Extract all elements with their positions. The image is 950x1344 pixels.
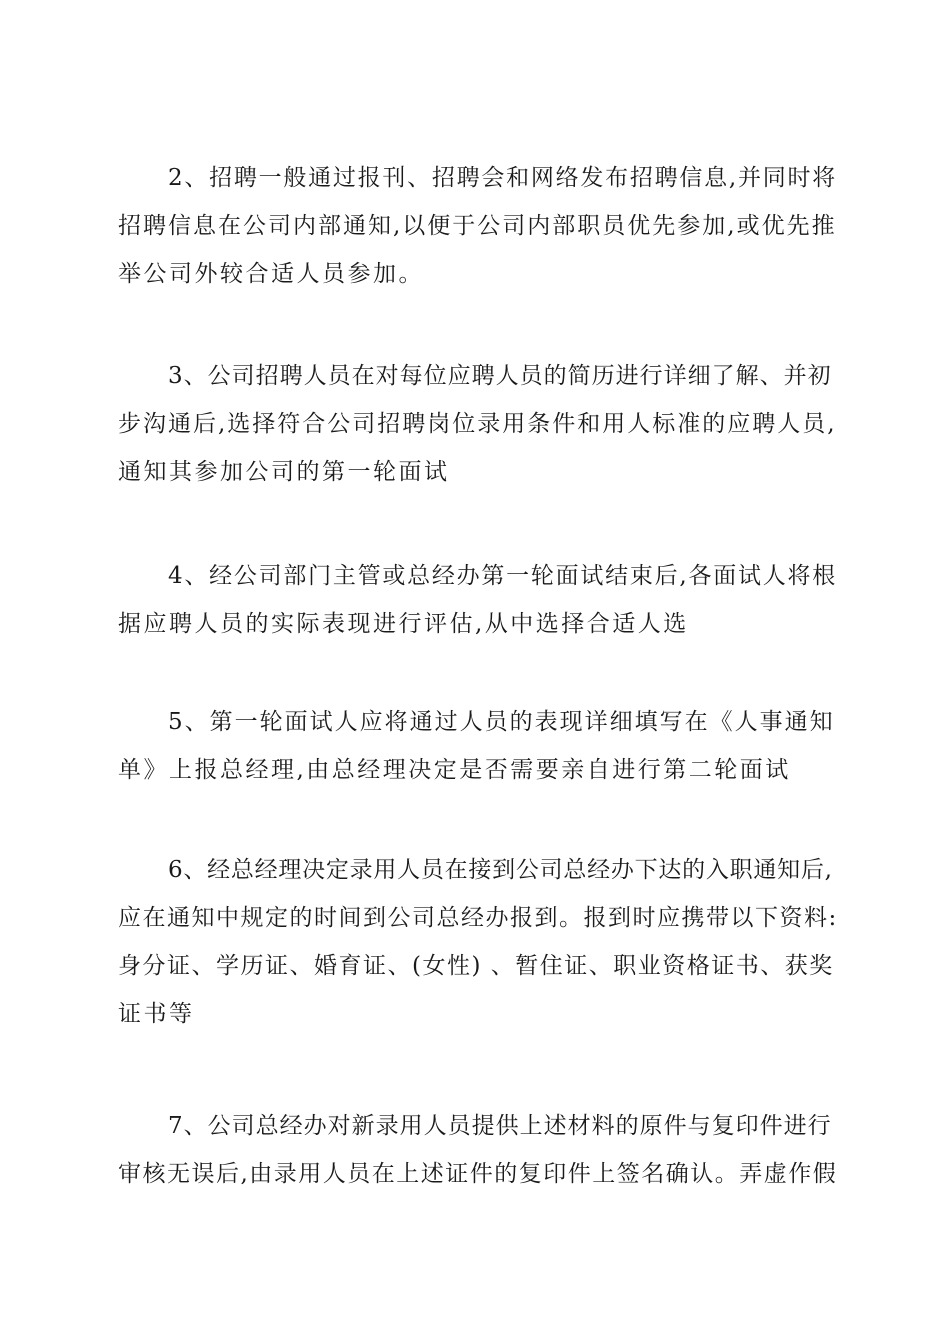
paragraph-line: 步沟通后,选择符合公司招聘岗位录用条件和用人标准的应聘人员,	[118, 411, 837, 437]
paragraph-line: 6、经总经理决定录用人员在接到公司总经办下达的入职通知后,	[168, 857, 833, 883]
paragraph-line: 3、公司招聘人员在对每位应聘人员的简历进行详细了解、并初	[168, 363, 832, 389]
paragraph-item-5	[118, 698, 838, 794]
paragraph-item-4	[118, 552, 838, 648]
paragraph-item-2	[118, 154, 838, 298]
paragraph-line: 招聘信息在公司内部通知,以便于公司内部职员优先参加,或优先推	[118, 213, 837, 239]
paragraph-line: 4、经公司部门主管或总经办第一轮面试结束后,各面试人将根	[168, 563, 837, 589]
paragraph-line: 通知其参加公司的第一轮面试	[118, 459, 450, 485]
paragraph-line: 身分证、学历证、婚育证、(女性) 、暂住证、职业资格证书、获奖	[118, 953, 834, 979]
paragraph-line: 2、招聘一般通过报刊、招聘会和网络发布招聘信息,并同时将	[168, 165, 837, 191]
paragraph-line: 单》上报总经理,由总经理决定是否需要亲自进行第二轮面试	[118, 757, 791, 783]
paragraph-line: 应在通知中规定的时间到公司总经办报到。报到时应携带以下资料:	[118, 905, 838, 931]
paragraph-item-3	[118, 352, 838, 496]
paragraph-line: 证书等	[118, 1001, 195, 1027]
paragraph-line: 据应聘人员的实际表现进行评估,从中选择合适人选	[118, 611, 689, 637]
paragraph-item-6	[118, 846, 838, 1038]
paragraph-line: 7、公司总经办对新录用人员提供上述材料的原件与复印件进行	[168, 1113, 832, 1139]
paragraph-item-7	[118, 1102, 838, 1198]
paragraph-line: 5、第一轮面试人应将通过人员的表现详细填写在《人事通知	[168, 709, 835, 735]
paragraph-line: 审核无误后,由录用人员在上述证件的复印件上签名确认。弄虚作假	[118, 1161, 838, 1187]
paragraph-line: 举公司外较合适人员参加。	[118, 261, 424, 287]
